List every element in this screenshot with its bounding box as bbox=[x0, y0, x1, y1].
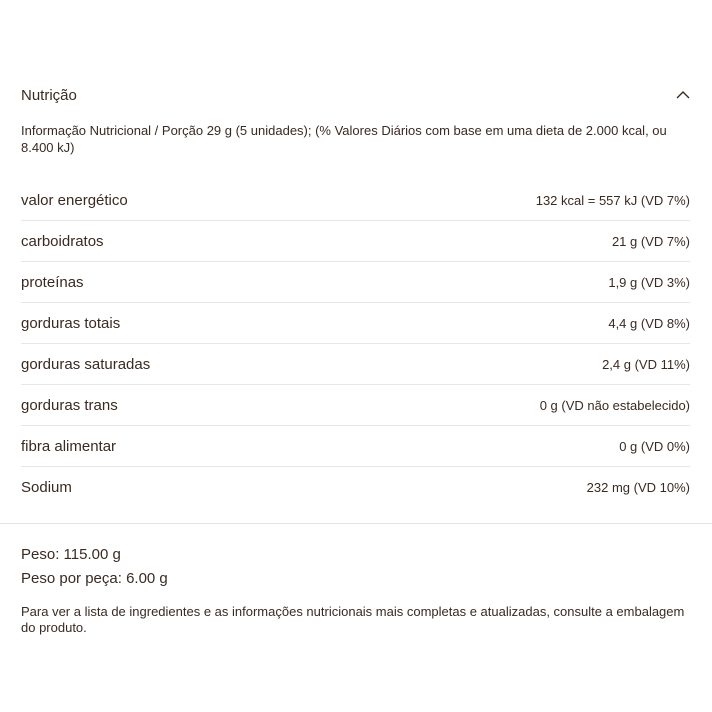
nutrient-value: 21 g (VD 7%) bbox=[611, 233, 690, 249]
nutrient-value: 2,4 g (VD 11%) bbox=[602, 356, 690, 372]
nutrition-title: Nutrição bbox=[21, 86, 77, 104]
nutrient-label: carboidratos bbox=[21, 232, 104, 250]
chevron-up-icon[interactable] bbox=[675, 87, 691, 103]
nutrient-value: 0 g (VD não estabelecido) bbox=[539, 397, 690, 413]
nutrient-label: valor energético bbox=[21, 191, 128, 209]
nutrition-row bbox=[21, 385, 690, 426]
nutrient-label: gorduras trans bbox=[21, 396, 118, 414]
nutrient-value: 0 g (VD 0%) bbox=[619, 438, 690, 454]
nutrition-row bbox=[21, 426, 690, 467]
nutrient-value: 232 mg (VD 10%) bbox=[586, 479, 690, 495]
nutrition-table bbox=[21, 180, 690, 507]
nutrient-label: proteínas bbox=[21, 273, 84, 291]
peso-por-peca-text: Peso por peça: 6.00 g bbox=[21, 570, 168, 587]
section-divider bbox=[0, 523, 712, 524]
packaging-note: Para ver a lista de ingredientes e as informações nutricionais mais completas e atualizadas, consulte a embalagem do produto. bbox=[21, 604, 685, 635]
nutrition-row bbox=[21, 303, 690, 344]
nutrient-value: 132 kcal = 557 kJ (VD 7%) bbox=[535, 192, 690, 208]
nutrition-row bbox=[21, 221, 690, 262]
peso-text: Peso: 115.00 g bbox=[21, 546, 121, 563]
nutrition-row bbox=[21, 344, 690, 385]
nutrient-label: gorduras totais bbox=[21, 314, 121, 332]
weight-info bbox=[21, 543, 168, 591]
nutrient-value: 4,4 g (VD 8%) bbox=[608, 315, 690, 331]
nutrient-label: fibra alimentar bbox=[21, 437, 117, 455]
nutrition-intro-text: Informação Nutricional / Porção 29 g (5 unidades); (% Valores Diários com base em uma dieta de 2.000 kcal, ou 8.400 kJ) bbox=[21, 123, 667, 155]
nutrient-label: Sodium bbox=[21, 478, 72, 496]
nutrition-accordion-header[interactable] bbox=[21, 84, 691, 106]
nutrition-row bbox=[21, 180, 690, 221]
nutrition-row bbox=[21, 262, 690, 303]
nutrient-value: 1,9 g (VD 3%) bbox=[608, 274, 690, 290]
nutrition-row bbox=[21, 467, 690, 507]
nutrient-label: gorduras saturadas bbox=[21, 355, 151, 373]
